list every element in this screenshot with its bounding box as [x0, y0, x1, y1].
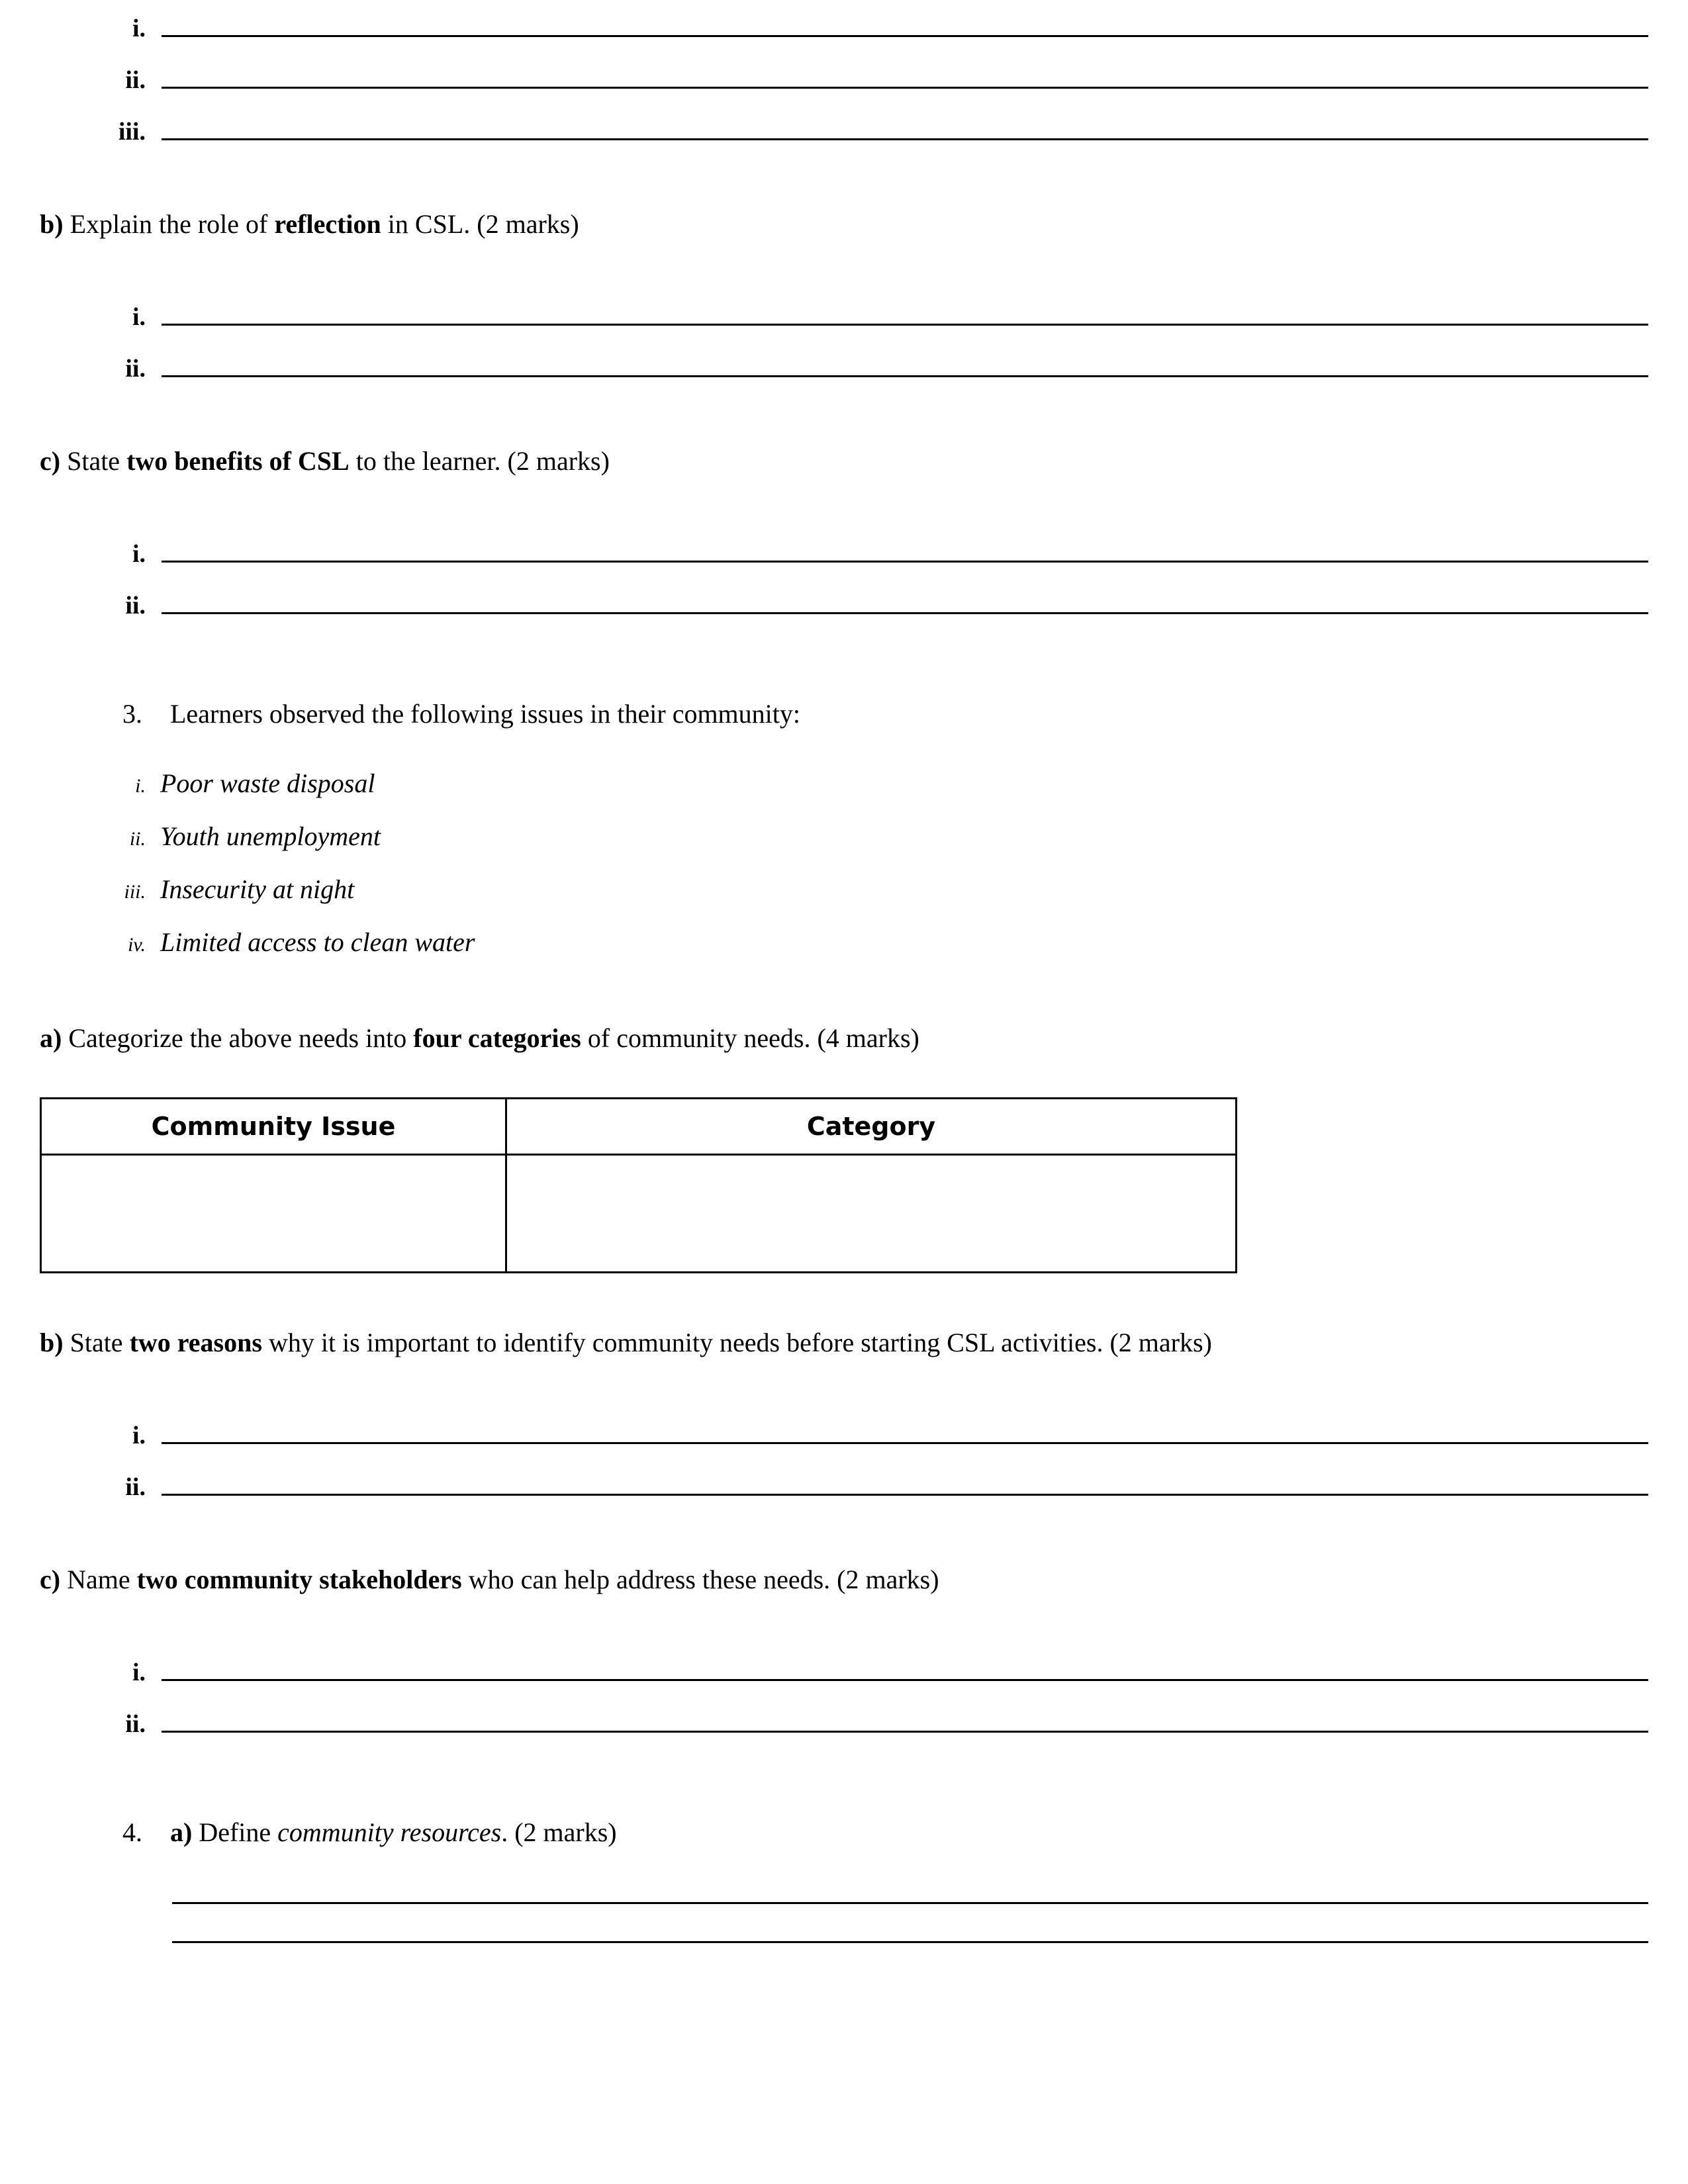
answer-line-row [40, 304, 1648, 330]
spacer [40, 1500, 1648, 1563]
answer-line-row [40, 68, 1648, 93]
spacer [40, 567, 1648, 593]
question-3-stem [40, 698, 1648, 731]
question-2b-prefix: b) [40, 209, 64, 239]
question-4a-text-after: . (2 marks) [501, 1817, 617, 1847]
question-2b-text-before: Explain the role of [63, 209, 275, 239]
answer-line-row [40, 593, 1648, 618]
spacer [40, 1904, 1648, 1941]
answer-write-line[interactable] [162, 1494, 1648, 1496]
question-4a-prompt [170, 1816, 1648, 1849]
answer-line-label: i. [132, 1422, 146, 1449]
spacer [40, 1448, 1648, 1475]
question-2c-text-after: to the learner. (2 marks) [349, 446, 610, 476]
answer-line-label: ii. [125, 1710, 146, 1738]
community-issue-item [40, 874, 1648, 905]
spacer [40, 1737, 1648, 1816]
spacer [40, 1273, 1648, 1326]
question-3b-emphasis: two reasons [129, 1328, 262, 1357]
answer-line-label: ii. [125, 592, 146, 619]
spacer [40, 478, 1648, 541]
question-4a-text-before: Define [192, 1817, 278, 1847]
table-body [41, 1155, 1237, 1273]
question-3a-emphasis: four categories [413, 1023, 581, 1053]
answer-line-label: i. [132, 15, 146, 42]
spacer [40, 1849, 1648, 1902]
question-2b-text-after: in CSL. (2 marks) [381, 209, 579, 239]
question-3b-prompt [40, 1326, 1648, 1359]
spacer [40, 241, 1648, 304]
question-2c-text-before: State [60, 446, 127, 476]
spacer [40, 330, 1648, 356]
question-3a-text-after: of community needs. (4 marks) [581, 1023, 919, 1053]
spacer [40, 958, 1648, 1022]
column-header-category: Category [506, 1099, 1237, 1155]
table-cell-category[interactable] [506, 1155, 1237, 1273]
community-issue-item [40, 927, 1648, 958]
answer-line-label: ii. [125, 66, 146, 94]
answer-line-row [40, 16, 1648, 41]
answer-line-row [40, 1941, 1648, 1943]
question-3a-prefix: a) [40, 1023, 62, 1053]
community-issue-text: Limited access to clean water [160, 927, 475, 957]
spacer [40, 731, 1648, 768]
answer-write-line[interactable] [162, 87, 1648, 89]
spacer [40, 852, 1648, 874]
question-3a-text-before: Categorize the above needs into [62, 1023, 414, 1053]
spacer [40, 381, 1648, 445]
community-issue-label: i. [135, 775, 146, 797]
question-3-number: 3. [122, 699, 142, 729]
answer-write-line[interactable] [162, 561, 1648, 563]
spacer [40, 1596, 1648, 1660]
question-3c-text-after: who can help address these needs. (2 marks) [461, 1565, 939, 1594]
answer-write-line[interactable] [162, 375, 1648, 377]
answer-write-line[interactable] [162, 35, 1648, 37]
spacer [40, 144, 1648, 208]
community-issue-item [40, 821, 1648, 852]
table-head [41, 1099, 1237, 1155]
answer-line-row [40, 119, 1648, 144]
table-header-row [41, 1099, 1237, 1155]
question-3-stem-text: Learners observed the following issues in their community: [170, 699, 801, 729]
spacer [40, 1685, 1648, 1711]
spacer [40, 0, 1648, 16]
question-2c-prefix: c) [40, 446, 61, 476]
question-3b-prefix: b) [40, 1328, 64, 1357]
answer-write-line[interactable] [162, 324, 1648, 326]
categorization-table [40, 1097, 1237, 1273]
table-cell-community-issue[interactable] [41, 1155, 506, 1273]
answer-line-label: i. [132, 303, 146, 331]
answer-write-line[interactable] [172, 1902, 1648, 1904]
community-issue-item [40, 768, 1648, 799]
answer-line-indent [40, 1902, 172, 1904]
spacer [40, 799, 1648, 821]
community-issue-label: ii. [129, 828, 146, 850]
spacer [40, 618, 1648, 698]
community-issue-text: Youth unemployment [160, 821, 381, 851]
question-2c-emphasis: two benefits of CSL [126, 446, 350, 476]
community-issue-label: iv. [128, 934, 146, 956]
answer-line-row [40, 1660, 1648, 1685]
answer-write-line[interactable] [162, 1679, 1648, 1681]
answer-line-row [40, 1902, 1648, 1904]
question-3a-prompt [40, 1022, 1648, 1055]
question-4a-emphasis: community resources [277, 1817, 502, 1847]
answer-line-row [40, 1423, 1648, 1448]
spacer [40, 93, 1648, 119]
community-issue-text: Insecurity at night [160, 874, 355, 904]
answer-line-row [40, 541, 1648, 567]
table-row [41, 1155, 1237, 1273]
spacer [40, 41, 1648, 68]
question-3c-emphasis: two community stakeholders [136, 1565, 462, 1594]
question-3c-prefix: c) [40, 1565, 61, 1594]
spacer [40, 905, 1648, 927]
community-issue-text: Poor waste disposal [160, 768, 375, 798]
question-4-stem [40, 1816, 1648, 1849]
community-issue-label: iii. [124, 881, 146, 903]
answer-line-indent [40, 1941, 172, 1943]
answer-write-line[interactable] [162, 612, 1648, 614]
answer-line-row [40, 1711, 1648, 1737]
question-3c-prompt [40, 1563, 1648, 1596]
column-header-community-issue: Community Issue [41, 1099, 506, 1155]
question-2b-emphasis: reflection [274, 209, 381, 239]
answer-write-line[interactable] [162, 1731, 1648, 1733]
question-3c-text-before: Name [60, 1565, 137, 1594]
answer-line-label: iii. [118, 118, 146, 146]
question-4-number: 4. [122, 1817, 142, 1847]
answer-line-row [40, 356, 1648, 381]
spacer [40, 1055, 1648, 1097]
question-2b-prompt [40, 208, 1648, 241]
spacer [40, 1359, 1648, 1423]
answer-write-line[interactable] [172, 1941, 1648, 1943]
question-3b-text-after: why it is important to identify community needs before starting CSL activities. (2 marks) [261, 1328, 1212, 1357]
question-3b-text-before: State [63, 1328, 130, 1357]
answer-line-label: ii. [125, 1473, 146, 1501]
answer-line-label: ii. [125, 355, 146, 383]
question-4a-prefix: a) [170, 1817, 193, 1847]
question-2c-prompt [40, 445, 1648, 478]
answer-line-label: i. [132, 540, 146, 568]
answer-write-line[interactable] [162, 1442, 1648, 1444]
answer-line-label: i. [132, 1659, 146, 1686]
answer-line-row [40, 1475, 1648, 1500]
answer-write-line[interactable] [162, 138, 1648, 140]
